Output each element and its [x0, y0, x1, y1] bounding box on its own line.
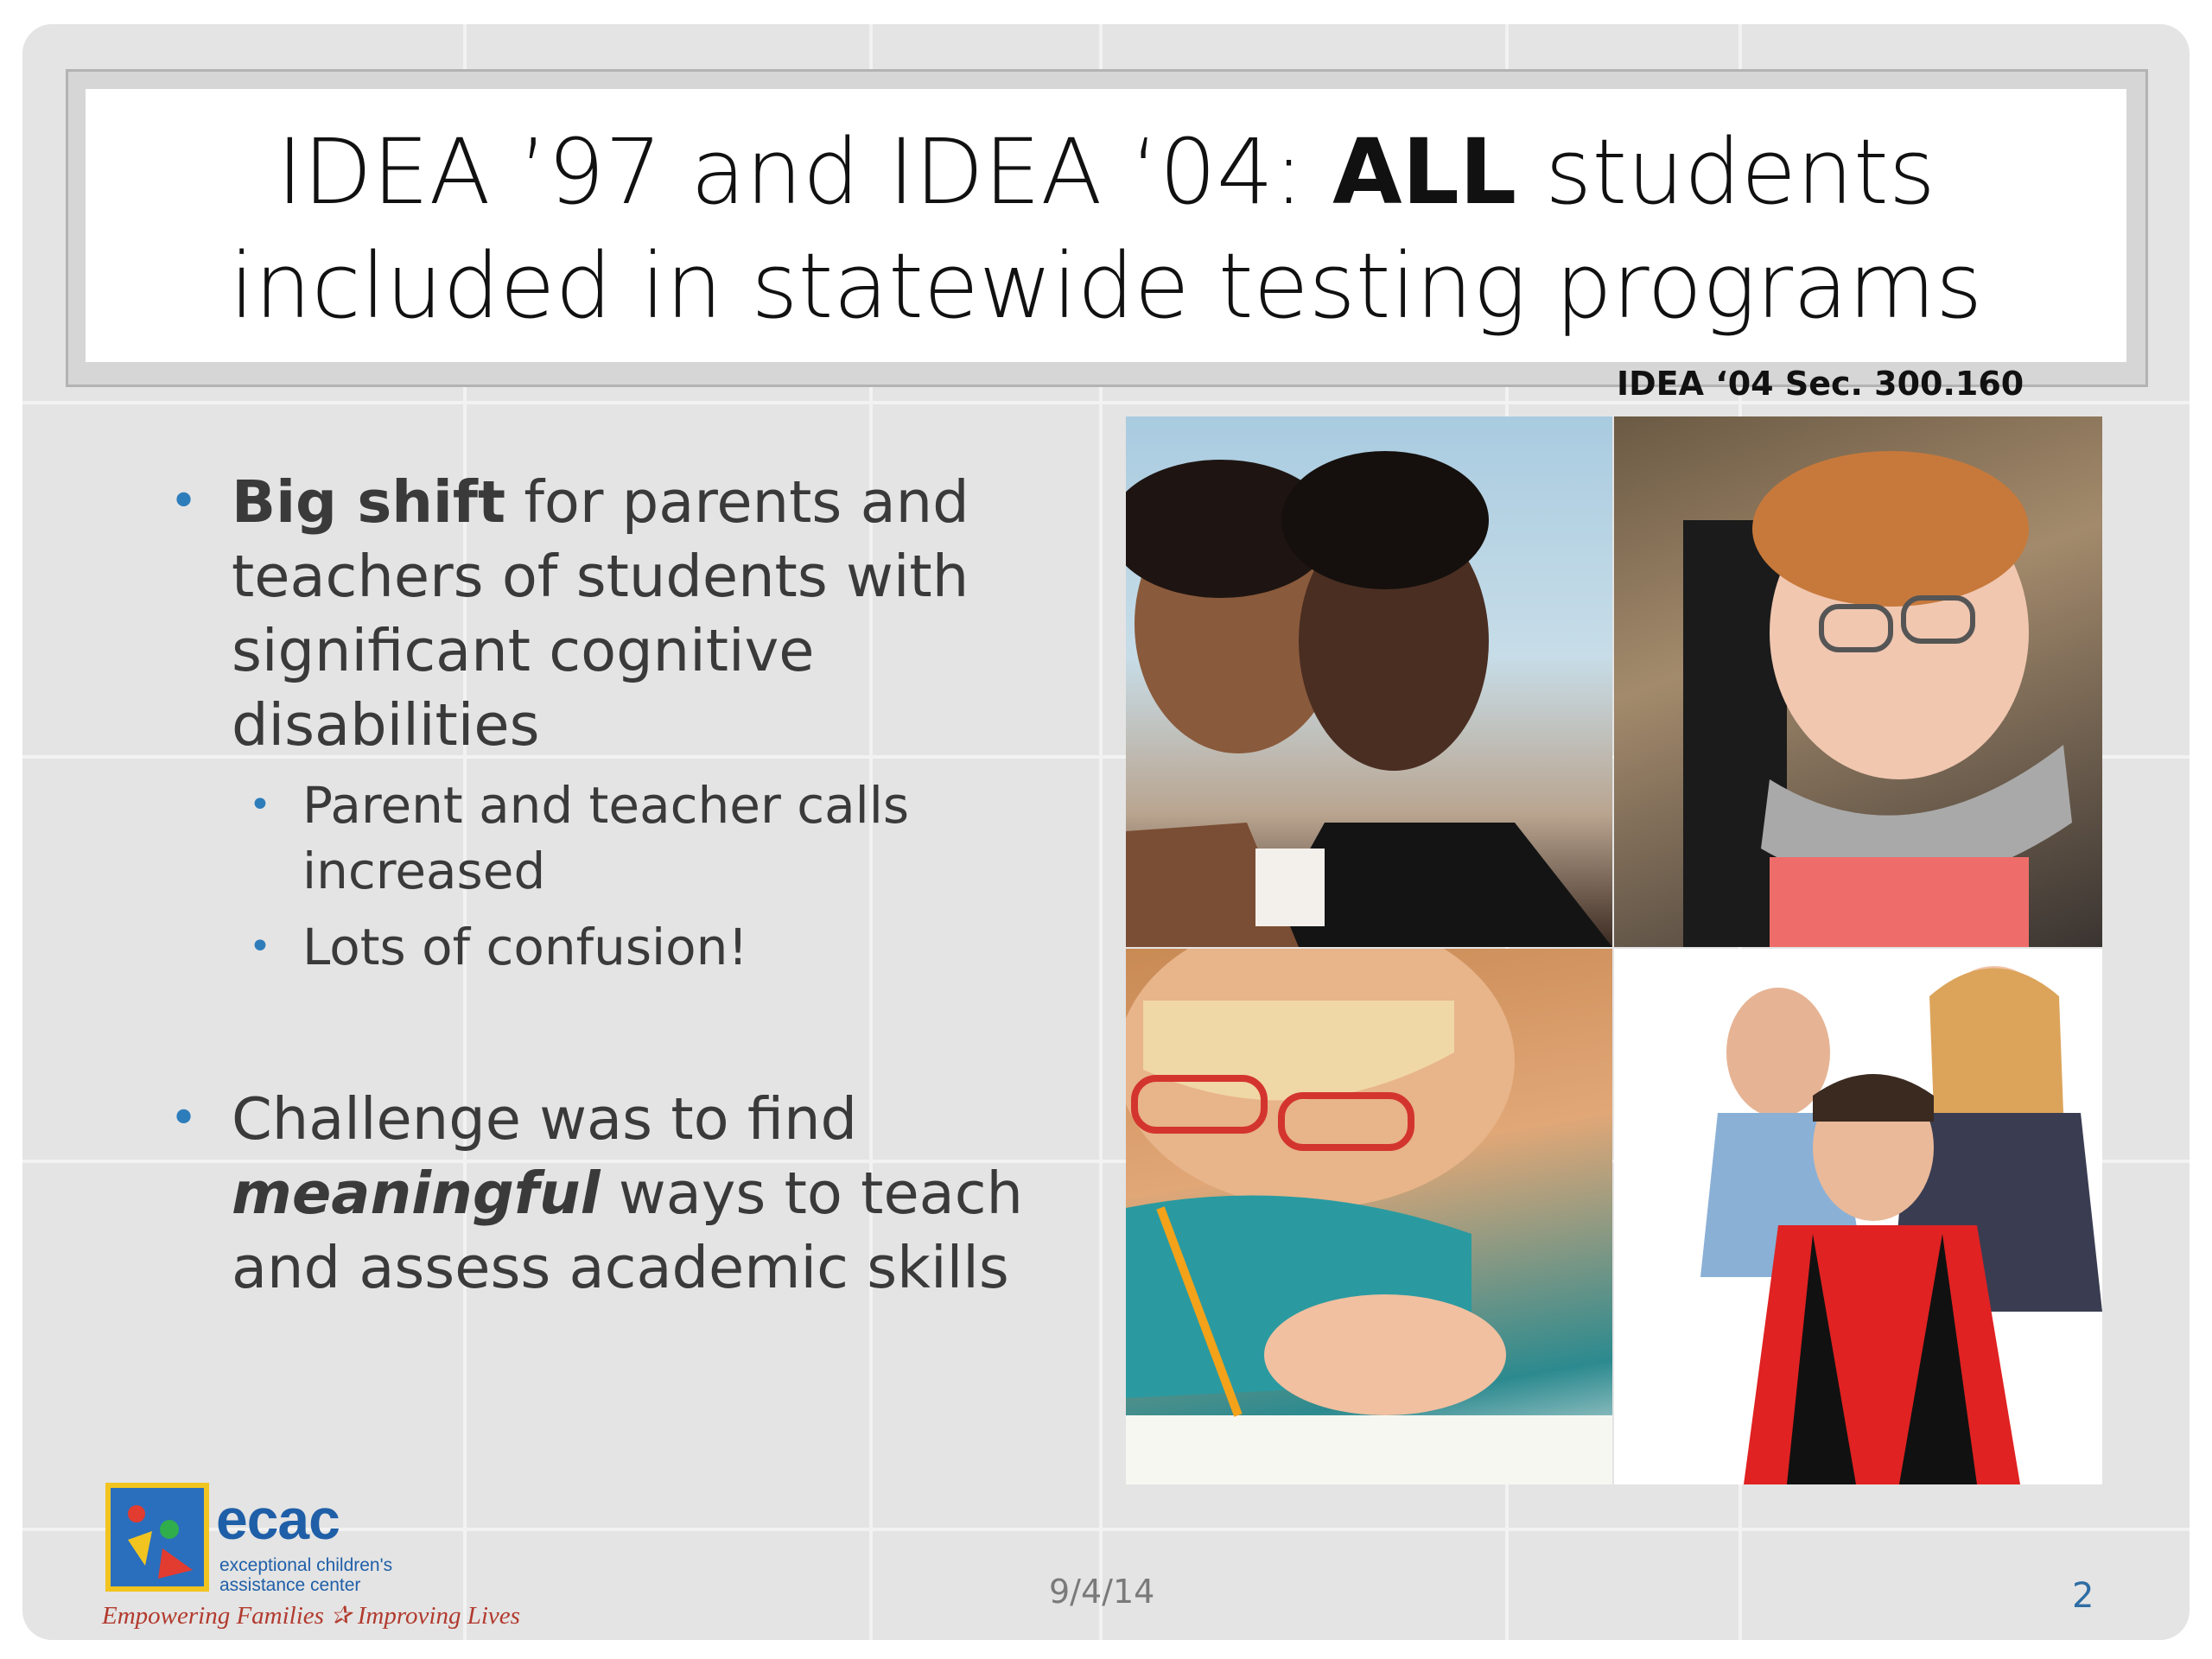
title-box [86, 89, 2126, 362]
logo-subtitle [219, 1555, 418, 1595]
sub-bullet-item [143, 914, 1077, 980]
title-part1: IDEA ’97 and IDEA ‘04: [276, 119, 1333, 225]
bullet-text: disabilities [232, 691, 540, 759]
ecac-logo [90, 1483, 520, 1630]
sub-bullet-text: increased [302, 842, 546, 900]
bullet-text: for parents and [505, 468, 969, 536]
logo-tagline: Empowering Families ✰ Improving Lives [102, 1602, 520, 1630]
photo-kids-group [1614, 949, 2102, 1484]
bullet-list [143, 465, 1077, 1305]
sub-bullet-text: Parent and teacher calls [302, 776, 910, 835]
bullet-bold-italic: meaningful [232, 1160, 601, 1227]
slide [22, 24, 2190, 1640]
photo-collage [1126, 416, 2102, 1484]
slide-title [86, 115, 2126, 343]
bullet-text: and assess academic skills [232, 1234, 1009, 1301]
title-frame [66, 69, 2148, 387]
bullet-icon: • [169, 474, 199, 530]
photo-mother-daughter [1126, 416, 1612, 947]
bullet-text: significant cognitive [232, 617, 815, 684]
logo-sub-line: assistance center [219, 1575, 361, 1595]
bullet-icon: • [249, 783, 271, 827]
title-bold: ALL [1332, 119, 1517, 225]
logo-name: ecac [216, 1487, 340, 1551]
title-line2: included in statewide testing programs [229, 233, 1983, 339]
slide-date: 9/4/14 [1049, 1573, 1155, 1611]
photo-child-writing [1126, 949, 1612, 1484]
bullet-item [143, 465, 1077, 762]
bullet-text: teachers of students with [232, 543, 969, 610]
photo-girl-wheelchair [1614, 416, 2102, 947]
bullet-item [143, 1082, 1077, 1305]
bullet-bold: Big shift [232, 468, 506, 536]
logo-mark [105, 1483, 209, 1592]
bullet-icon: • [169, 1090, 199, 1147]
sub-bullet-item [143, 772, 1077, 904]
page-number: 2 [2072, 1576, 2094, 1616]
title-part2: students [1516, 119, 1936, 225]
bullet-text: Challenge was to find [232, 1085, 858, 1153]
bullet-icon: • [249, 925, 271, 969]
bullet-text: ways to teach [600, 1160, 1024, 1227]
sub-bullet-text: Lots of confusion! [302, 918, 748, 976]
citation: IDEA ‘04 Sec. 300.160 [1617, 365, 2024, 403]
logo-sub-line: exceptional children's [219, 1555, 393, 1575]
